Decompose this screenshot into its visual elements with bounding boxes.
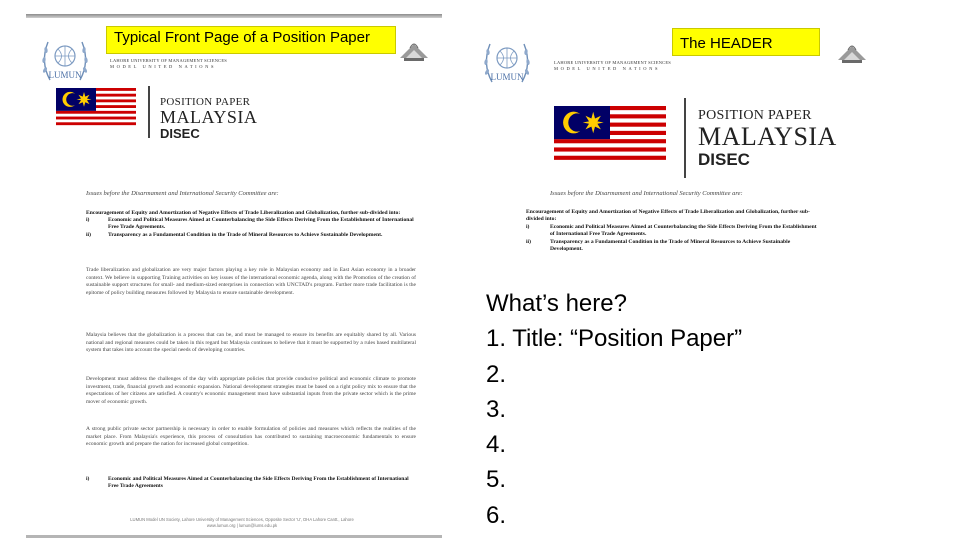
university-name: LAHORE UNIVERSITY OF MANAGEMENT SCIENCES <box>110 58 228 63</box>
university-line <box>110 58 227 69</box>
body-paragraph: Development must address the challenges of the day with appropriate policies that provide conducive political and economic climate to promote investment, trade, financial growth and economic expansion. National development strategies must be based on a right policy mix to ensure that the expectations of her citizens are satisfied. A country's economic management must have substantial inputs from the private sector which is the prime mover of economic growth. <box>86 376 416 405</box>
whats-here-list <box>486 286 742 533</box>
committee-name: DISEC <box>698 150 750 169</box>
malaysia-flag-icon <box>56 88 136 128</box>
list-item: 2. <box>486 360 507 388</box>
header-rule <box>26 14 442 18</box>
svg-text:LUMUN: LUMUN <box>490 72 524 82</box>
country-name: MALAYSIA <box>160 107 258 127</box>
body-paragraph: Trade liberalization and globalization are very major factors playing a key role in Malaysian economy and in East Asian economy in a broader context. We believe in supporting Training activities on key issues of the international economic agenda, along with the Promotion of the creation of sustainable support structures for small- and medium-sized enterprises in connection with UNCTAD's program. Further more trade facilitation is the epitome of policy building measures followed by Malaysia to ensure sustainable development. <box>86 267 416 296</box>
body-paragraph: A strong public private sector partnership is necessary in order to enable formulation of policies and measures which reflects the realities of the market place. From Malaysia's experience, this process of consultation has contributed to sustaining macroeconomic fundamentals to ensure economic growth and prepare the nation for increased global competition. <box>86 426 416 448</box>
position-paper-title: POSITION PAPER <box>698 108 812 123</box>
topics-block: Encouragement of Equity and Amortization of Negative Effects of Trade Liberalization and Globalization, further sub-divided into: i) Economic and Political Measures Aimed at Counterbalancing the Side Effects Deriving From the Establishment of International Free Trade Agreements. ii) Transparency as a Fundamental Condition in the Trade of Mineral Resources to Achieve Sustainable Development. <box>526 209 817 253</box>
typical-front-page-label: Typical Front Page of a Position Paper <box>106 26 396 54</box>
country-name: MALAYSIA <box>698 122 837 151</box>
lumun-logo <box>36 30 94 94</box>
university-emblem-icon <box>396 38 432 64</box>
whats-here-heading: What’s here? <box>486 290 627 317</box>
topic-title: Encouragement of Equity and Amortization of Negative Effects of Trade Liberalization and Globalization, further sub-divided into: <box>86 210 401 216</box>
footer-rule <box>26 535 442 538</box>
committee-name: DISEC <box>160 126 200 141</box>
svg-text:LUMUN: LUMUN <box>48 70 82 80</box>
list-item: 6. <box>486 501 507 529</box>
title-divider <box>148 86 150 138</box>
issues-heading: Issues before the Disarmament and International Security Committee are: <box>550 190 743 197</box>
university-line: LAHORE UNIVERSITY OF MANAGEMENT SCIENCES MODEL UNITED NATIONS <box>554 60 672 71</box>
position-paper-full-page <box>26 14 442 538</box>
header-label: The HEADER <box>672 28 820 56</box>
title-block <box>160 96 257 141</box>
list-item: 3. <box>486 395 507 423</box>
topic-item: i) Economic and Political Measures Aimed at Counterbalancing the Side Effects Deriving From the Establishment of International Free Trade Agreements. <box>86 217 414 231</box>
position-paper-title: POSITION PAPER <box>160 96 251 108</box>
mun-name: MODEL UNITED NATIONS <box>110 64 217 69</box>
list-item: 4. <box>486 431 507 459</box>
topic-item: ii) Transparency as a Fundamental Condition in the Trade of Mineral Resources to Achieve Sustainable Development. <box>86 231 383 238</box>
body-paragraph: Malaysia believes that the globalization is a process that can be, and must be managed to ensure its benefits are equitably shared by all. Various national and regional measures could be taken in this regard but Malaysia continues to believe that it must be supported by a rules based multilateral system that takes into account the special needs of developing countries. <box>86 332 416 354</box>
malaysia-flag-icon <box>554 106 666 164</box>
topics-block <box>86 210 418 239</box>
title-block <box>698 108 837 170</box>
bottom-topic: i) Economic and Political Measures Aimed at Counterbalancing the Side Effects Deriving From the Establishment of International Free Trade Agreements <box>86 476 409 490</box>
lumun-logo <box>478 32 536 96</box>
page-footer: LUMUN Model UN Society, Lahore University of Management Sciences, Opposite Sector 'U', DHA Lahore Cantt., Lahore www.lumun.org | lumun@lums.edu.pk <box>130 517 354 528</box>
university-emblem-icon <box>834 40 870 66</box>
list-item: 1. Title: “Position Paper” <box>486 325 743 353</box>
list-item: 5. <box>486 466 507 494</box>
issues-heading: Issues before the Disarmament and International Security Committee are: <box>86 190 279 197</box>
title-divider <box>684 98 686 178</box>
